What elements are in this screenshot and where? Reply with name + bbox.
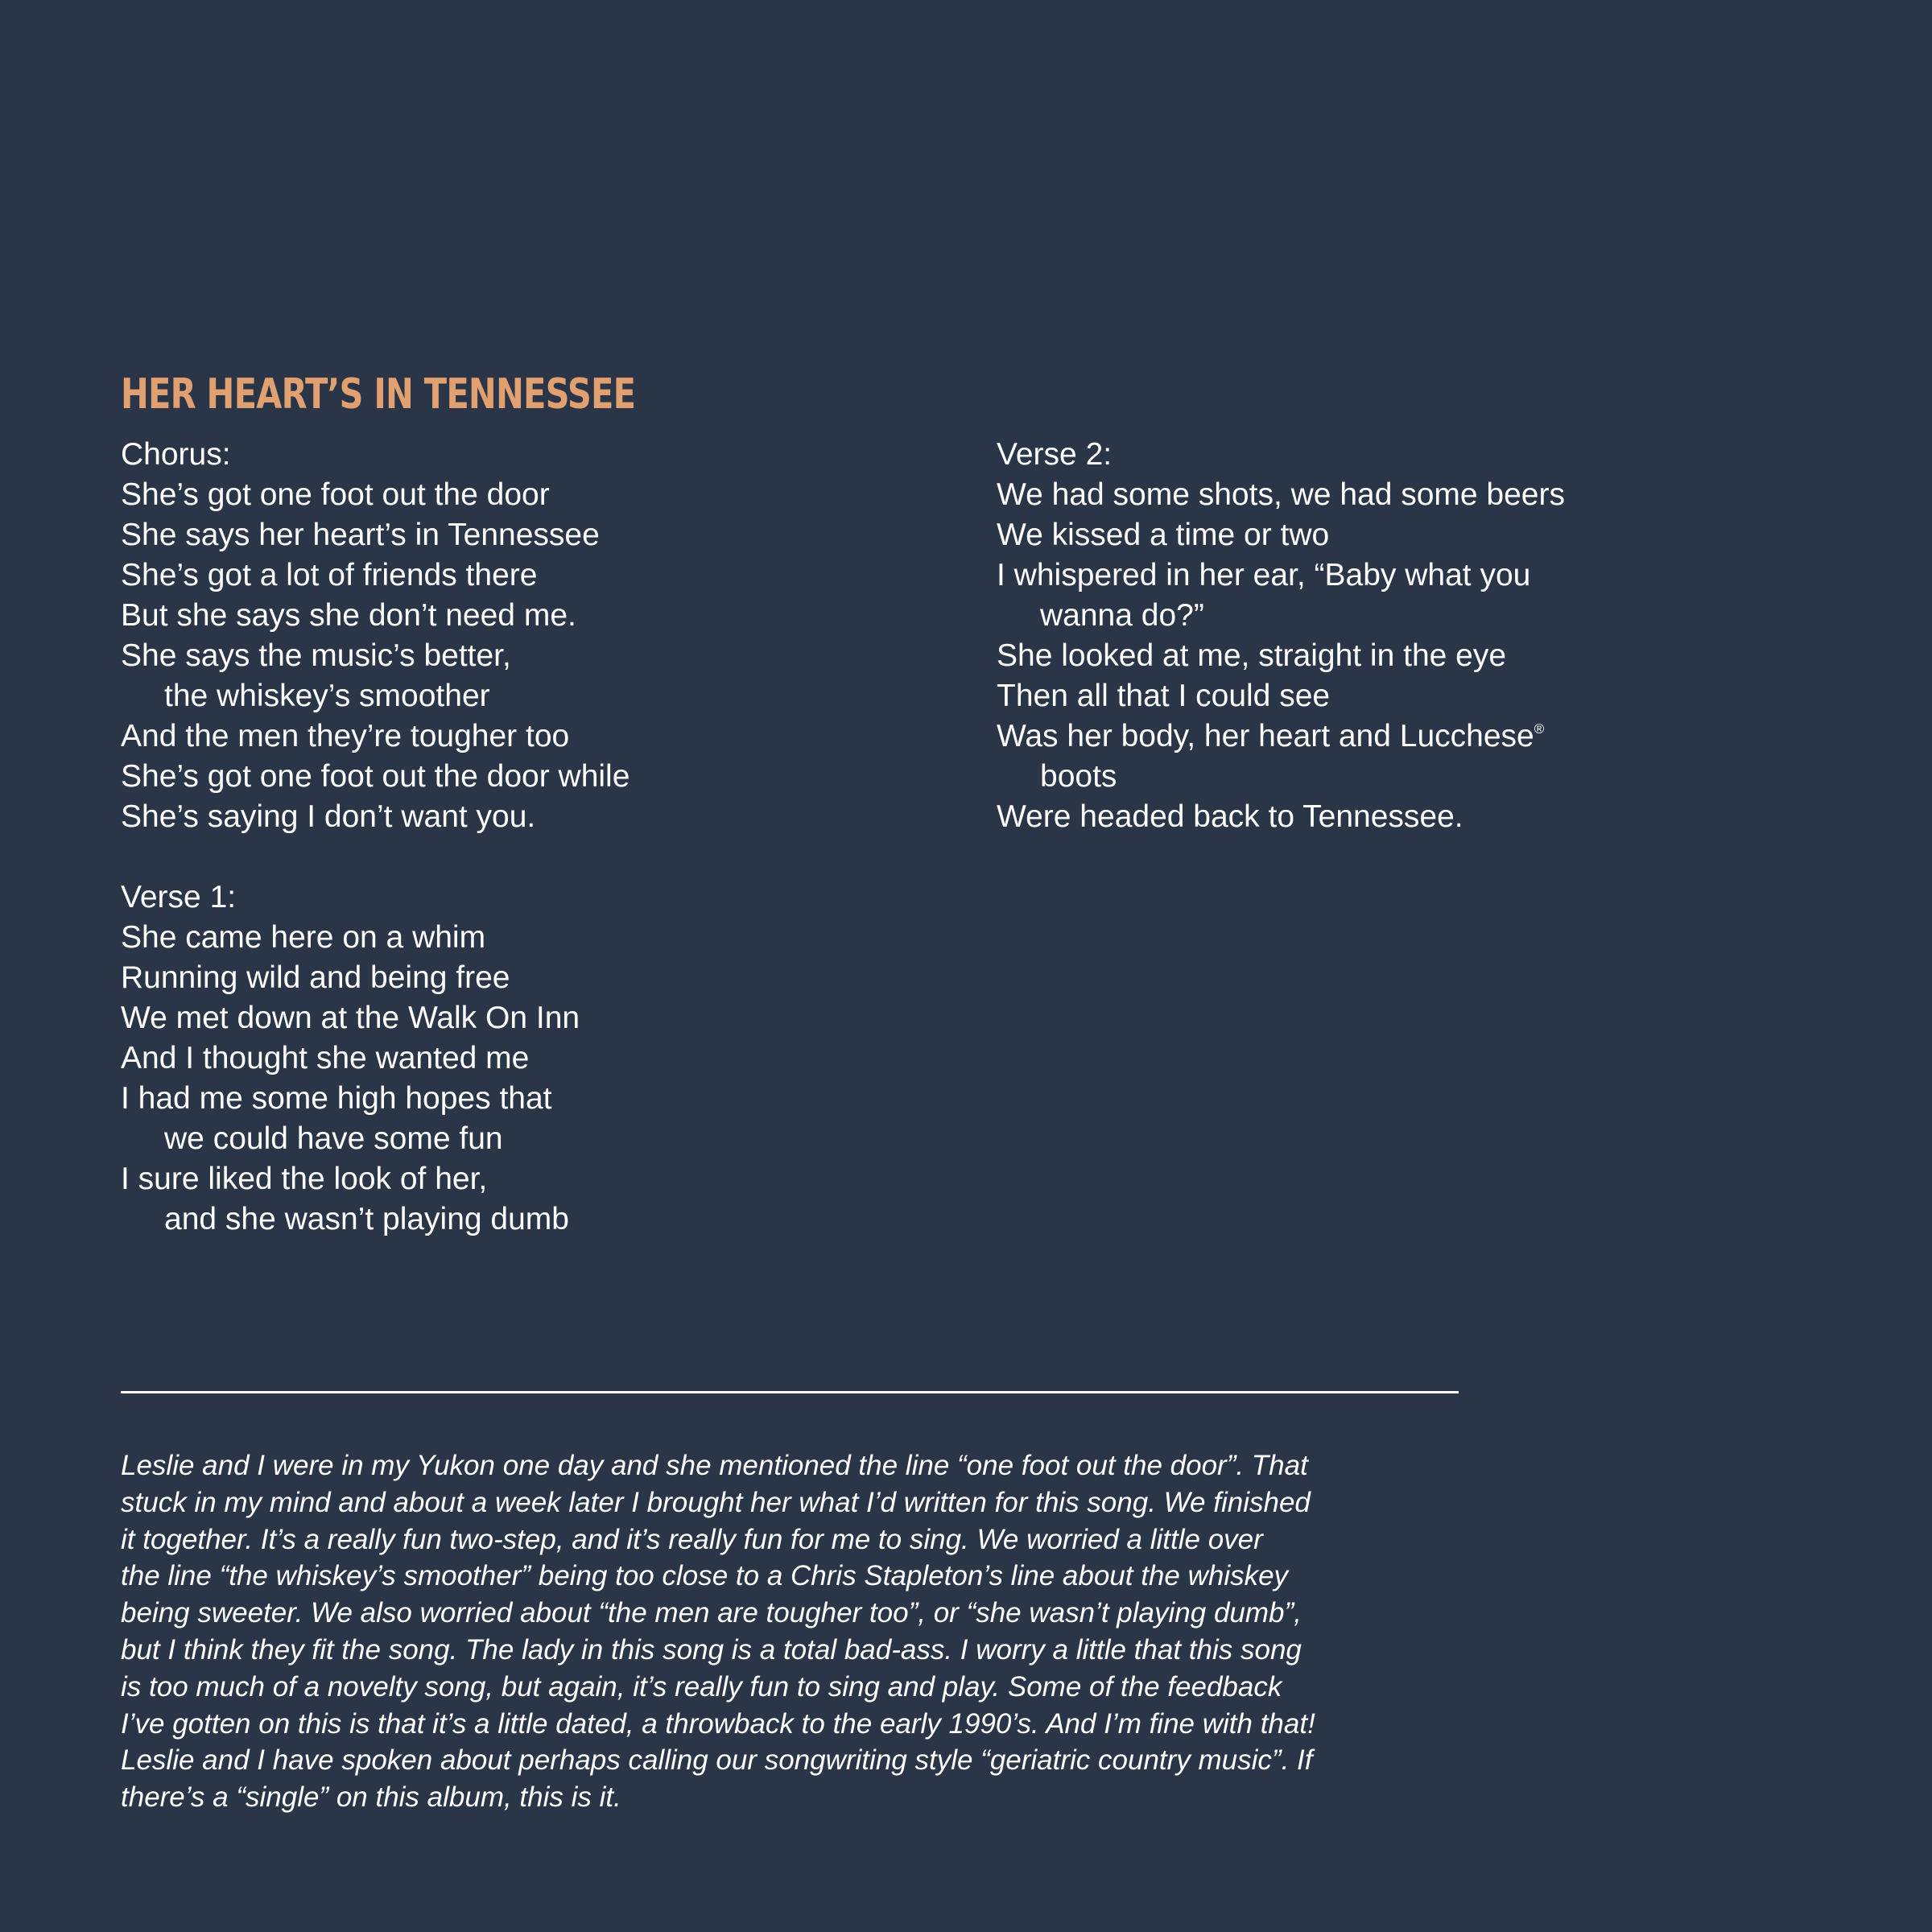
lyric-line: We met down at the Walk On Inn xyxy=(121,1001,580,1035)
lyric-line: But she says she don’t need me. xyxy=(121,598,576,633)
commentary-line: being sweeter. We also worried about “the men are tougher too”, or “she wasn’t playing dumb”, xyxy=(121,1597,1302,1629)
lyric-line: She looked at me, straight in the eye xyxy=(997,638,1507,673)
lyric-line: We had some shots, we had some beers xyxy=(997,477,1565,512)
verse-1-heading: Verse 1: xyxy=(121,880,237,914)
lyric-line: We kissed a time or two xyxy=(997,518,1330,552)
song-title: HER HEART’S IN TENNESSEE xyxy=(121,370,636,419)
commentary-line: is too much of a novelty song, but again, it’s really fun to sing and play. Some of the feedback xyxy=(121,1670,1282,1703)
lyric-line-continued: boots xyxy=(1040,759,1117,794)
commentary-line: it together. It’s a really fun two-step, and it’s really fun for me to sing. We worried a little over xyxy=(121,1523,1263,1555)
lyrics-right-column xyxy=(997,435,1565,837)
lyric-line-continued: we could have some fun xyxy=(164,1121,503,1156)
lyric-line: She’s got one foot out the door xyxy=(121,477,550,512)
lyric-line-continued: and she wasn’t playing dumb xyxy=(164,1202,569,1236)
lyric-line: I sure liked the look of her, xyxy=(121,1162,488,1196)
chorus-section xyxy=(121,435,630,837)
commentary-line: stuck in my mind and about a week later I brought her what I’d written for this song. We finished xyxy=(121,1486,1311,1518)
chorus-heading: Chorus: xyxy=(121,437,231,472)
lyric-line: Running wild and being free xyxy=(121,960,510,995)
section-divider xyxy=(121,1391,1459,1393)
lyric-line: She says her heart’s in Tennessee xyxy=(121,518,600,552)
lyric-line: And I thought she wanted me xyxy=(121,1041,530,1075)
commentary-line: I’ve gotten on this is that it’s a little dated, a throwback to the early 1990’s. And I’m fine with that! xyxy=(121,1707,1315,1740)
section-spacer xyxy=(121,837,630,877)
verse-2-section xyxy=(997,435,1565,837)
lyric-line: And the men they’re tougher too xyxy=(121,719,570,753)
lyric-line: I had me some high hopes that xyxy=(121,1081,552,1116)
lyric-line: She came here on a whim xyxy=(121,920,486,955)
lyric-line: Then all that I could see xyxy=(997,679,1331,713)
lyric-line-text: Was her body, her heart and Lucchese xyxy=(997,719,1534,753)
lyric-line: She says the music’s better, xyxy=(121,638,511,673)
verse-2-heading: Verse 2: xyxy=(997,437,1113,472)
lyric-line-continued: wanna do?” xyxy=(1040,598,1204,633)
lyric-line-continued: the whiskey’s smoother xyxy=(164,679,490,713)
lyric-line: She’s got a lot of friends there xyxy=(121,558,538,592)
commentary-line: the line “the whiskey’s smoother” being too close to a Chris Stapleton’s line about the whiskey xyxy=(121,1560,1289,1592)
lyric-line: She’s got one foot out the door while xyxy=(121,759,630,794)
lyric-line-trademark xyxy=(997,716,1565,757)
commentary-line: Leslie and I were in my Yukon one day and she mentioned the line “one foot out the door”. That xyxy=(121,1450,1308,1481)
registered-mark: ® xyxy=(1534,721,1545,737)
lyric-line: Were headed back to Tennessee. xyxy=(997,799,1463,834)
lyric-line: I whispered in her ear, “Baby what you xyxy=(997,558,1531,592)
commentary-line: Leslie and I have spoken about perhaps calling our songwriting style “geriatric country music”. If xyxy=(121,1744,1313,1777)
song-commentary xyxy=(121,1447,1481,1816)
commentary-line: there’s a “single” on this album, this is it. xyxy=(121,1781,621,1814)
lyrics-left-column xyxy=(121,435,630,1240)
lyric-line: She’s saying I don’t want you. xyxy=(121,799,536,834)
verse-1-section xyxy=(121,877,630,1240)
commentary-line: but I think they fit the song. The lady in this song is a total bad-ass. I worry a little that this song xyxy=(121,1633,1302,1666)
